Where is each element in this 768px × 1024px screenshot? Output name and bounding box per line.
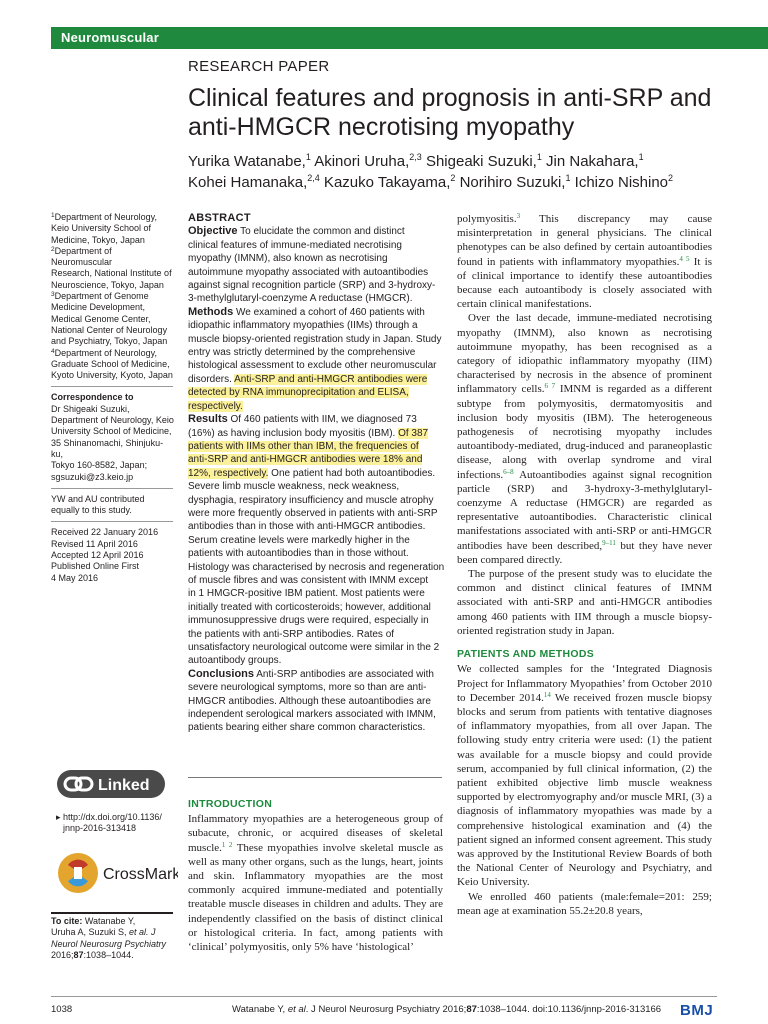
highlight: Of 387 — [398, 427, 429, 439]
affiliation: $^1$Department of Neurology, Keio University School of Medicine, Tokyo, Japan — [51, 212, 158, 245]
reference-link[interactable]: 1 2 — [221, 840, 233, 849]
paragraph: We collected samples for the ‘Integrated Diagnosis Project for Inflammatory Myopathies’ from October 2010 to December 2014.14 We received frozen muscle biopsy blocks and serum from patients with tentative diagnoses of inflammatory myopathies, from all over Japan. The following study entry criteria were used: (1) the patient was available for a muscle biopsy and could provide serum, accompanied by full clinical information, (2) the patient exhibited objective limb muscle weakness supported by electromyography and/or muscle MRI, (3) a diagnosis of inflammatory myopathies was made by a comprehensive histological examination and (4) the patient signed an informed consent agreement. This study was approved by the Institutional Review Boards of both the National Center of Neurology and Psychiatry, and Keio University. — [457, 663, 712, 889]
footer-divider — [51, 996, 717, 997]
sidebar-metadata — [51, 212, 175, 584]
author-line: Yurika Watanabe,$^1$ Akinori Uruha,$^{2,3}$ Shigeaki Suzuki,$^1$ Jin Nakahara,$^1$ — [188, 152, 644, 170]
highlight: 12%, respectively. — [188, 467, 269, 479]
methods-label: Methods — [188, 305, 234, 318]
reference-link[interactable]: 9–11 — [602, 538, 616, 547]
highlight: Anti-SRP and anti-HMGCR antibodies were — [234, 373, 428, 385]
crossmark-icon — [56, 847, 178, 899]
affiliation: $^3$Department of Genome Medicine Development, Medical Genome Center, National Center of Neurology and Psychiatry, Tokyo, Japan — [51, 291, 168, 347]
highlight: patients with IIMs other than IBM, the frequencies of — [188, 440, 419, 452]
reference-link[interactable]: 6 7 — [544, 382, 556, 391]
article-title — [188, 84, 748, 142]
section-heading: INTRODUCTION — [188, 798, 273, 810]
link-icon — [56, 768, 166, 800]
body-right-column — [457, 212, 712, 918]
linked-label: Linked — [98, 777, 150, 794]
correspondence-heading: Correspondence to — [51, 392, 134, 403]
conclusions-label: Conclusions — [188, 667, 255, 680]
linked-badge[interactable] — [56, 768, 166, 800]
email-link[interactable]: sgsuzuki@z3.keio.jp — [51, 471, 134, 482]
cite-box: To cite: Watanabe Y, Uruha A, Suzuki S, et al. J Neurol Neurosurg Psychiatry 2016;87:1038–1044. — [51, 912, 173, 961]
publisher-logo: BMJ — [680, 1002, 714, 1019]
introduction-section: INTRODUCTION Inflammatory myopathies are a heterogeneous group of subacute, chronic, or acquired diseases of skeletal muscle.$^{1 2}$ These myopathies involve skeletal muscle as well as many other organs, such as the lungs, heart, joints and skin. Inflammatory myopathies are the most commonly acquired immune-mediated and potentially treatable muscle diseases in children and adults. They are independently classified on the basis of distinct clinical or histological criteria. In fact, among patients with ‘clinical’ polymyositis, only 5% have ‘histological’ — [188, 798, 443, 954]
linked-doi[interactable]: ▸ http://dx.doi.org/10.1136/ jnnp-2016-313418 — [56, 812, 162, 834]
divider — [51, 386, 173, 387]
page-number: 1038 — [51, 1004, 73, 1015]
title-line: anti-HMGCR necrotising myopathy — [188, 113, 575, 141]
article-dates: Received 22 January 2016 Revised 11 April 2016 Accepted 12 April 2016 Published Online First 4 May 2016 — [51, 527, 159, 583]
article-type: RESEARCH PAPER — [188, 58, 330, 75]
correspondence: Correspondence to Dr Shigeaki Suzuki, Department of Neurology, Keio University School of Medicine, 35 Shinanomachi, Shinjuku-ku, Tokyo 160-8582, Japan; sgsuzuki@z3.keio.jp — [51, 392, 174, 482]
reference-link[interactable]: 4 5 — [679, 254, 690, 263]
journal-section-bar — [51, 27, 768, 49]
paragraph: We enrolled 460 patients (male:female=201: 259; mean age at examination 55.2±20.8 years, — [457, 890, 712, 917]
abstract-divider — [188, 777, 442, 778]
reference-link[interactable]: 14 — [543, 690, 551, 699]
reference-link[interactable]: 3 — [516, 212, 521, 220]
affiliations — [51, 212, 175, 381]
divider — [51, 521, 173, 522]
running-footer: Watanabe Y, et al. J Neurol Neurosurg Psychiatry 2016;87:1038–1044. doi:10.1136/jnnp-2016-313166 — [232, 1004, 662, 1015]
highlight: anti-SRP and anti-HMGCR antibodies were 18% and — [188, 454, 423, 466]
journal-section-label: Neuromuscular — [61, 30, 159, 45]
title-line: Clinical features and prognosis in anti-SRP and — [188, 84, 712, 112]
objective-label: Objective — [188, 225, 238, 238]
abstract-heading: ABSTRACT — [188, 212, 251, 224]
crossmark-label: CrossMark — [103, 866, 178, 883]
paragraph: polymyositis.$^3$ This discrepancy may cause misinterpretation in general physicians. The clinical phenotypes can be also defined by certain autoantibodies found in patients with inflammatory myopathies.$^{4 5}$ It is of clinical importance to identify these autoantibodies because each autoantibody is closely associated with certain clinical manifestations. — [457, 212, 713, 311]
abstract: ABSTRACT Objective To elucidate the common and distinct clinical features of immune-mediated necrotising myopathy (IMNM), also known as necrotising autoimmune myopathy associated with autoantibodies against signal recognition particle (SRP) and 3-hydroxy- 3-methylglutaryl-coenzyme A reductase (HMGCR). Methods We examined a cohort of 460 patients with idiopathic inflammatory myopathies (IIMs) through a muscle biopsy-oriented registration study in Japan. Study entry was strictly determined by the comprehensive histological assessment to exclude other neuromuscular disorders. Anti-SRP and anti-HMGCR antibodies were detected by RNA immunoprecipitation and ELISA, respectively. Results Of 460 patients with IIM, we diagnosed 73 (16%) as having inclusion body myositis (IBM). Of 387 patients with IIMs other than IBM, the frequencies of anti-SRP and anti-HMGCR antibodies were 18% and 12%, respectively. One patient had both autoantibodies. Severe limb muscle weakness, neck weakness, dysphagia, respiratory insufficiency and muscle atrophy were more frequently observed in patients with anti-SRP antibodies than in those with anti-HMGCR antibodies. Serum creatine levels were markedly higher in the patients with autoantibodies than in those without. Histology was characterised by necrosis and regeneration of muscle fibres and was consistent with IMNM except in 1 HMGCR-positive IBM patient. Most patients were initially treated with corticosteroids; however, additional immunosuppressive drugs were required, especially in the patients with anti-SRP antibodies. Rates of unsatisfactory neurological outcome were similar in the 2 autoantibody groups. Conclusions Anti-SRP antibodies are associated with severe neurological symptoms, more so than are anti- HMGCR antibodies. Although these autoantibodies are independent serological markers associated with IMNM, patients bearing either share common characteristics. — [188, 212, 445, 734]
highlight: respectively. — [188, 400, 243, 412]
paragraph: Over the last decade, immune-mediated necrotising myopathy (IMNM), also known as necrotising autoimmune myopathy, has been recognised as a category of idiopathic inflammatory myopathy (IIM) characterised by necrosis in the absence of prominent inflammatory cells.$^{6 7}$ IMNM is regarded as a different subtype from polymyositis, dermatomyositis and inclusion body myositis (IBM). The heterogeneous pathogenesis of necrotising myopathy includes autoantibody-mediated, drug-induced and paraneoplastic disease, along with overlap syndrome and viral infections.$^{6-8}$ Autoantibodies against signal recognition particle (SRP) and 3-hydroxy-3-methylglutaryl-coenzyme A reductase (HMGCR) are regarded as representative autoantibodies. Characteristic clinical manifestations associated with anti-SRP or anti-HMGCR antibodies have been described,$^{9-11}$ but they have never been compared directly. — [457, 312, 713, 566]
divider — [51, 488, 173, 489]
reference-link[interactable]: 6–8 — [503, 467, 514, 476]
author-list — [188, 151, 748, 193]
author-line: Kohei Hamanaka,$^{2,4}$ Kazuko Takayama,$^2$ Norihiro Suzuki,$^1$ Ichizo Nishino$^2$ — [188, 173, 674, 191]
highlight: detected by RNA immunoprecipitation and ELISA, — [188, 387, 409, 399]
affiliation: $^4$Department of Neurology, Graduate School of Medicine, Kyoto University, Kyoto, Japan — [51, 347, 173, 381]
affiliation: $^2$Department of Neuromuscular Research, National Institute of Neuroscience, Tokyo, Japan — [51, 245, 172, 290]
paragraph: The purpose of the present study was to elucidate the common and distinct clinical features of IMNM associated with anti-SRP and anti-HMGCR antibodies among 460 patients with IIM through a muscle biopsy-oriented registration study in Japan. — [457, 568, 712, 637]
crossmark-badge[interactable] — [56, 847, 178, 899]
section-heading: PATIENTS AND METHODS — [457, 648, 595, 661]
results-label: Results — [188, 413, 228, 426]
contribution-note: YW and AU contributed equally to this study. — [51, 493, 145, 516]
